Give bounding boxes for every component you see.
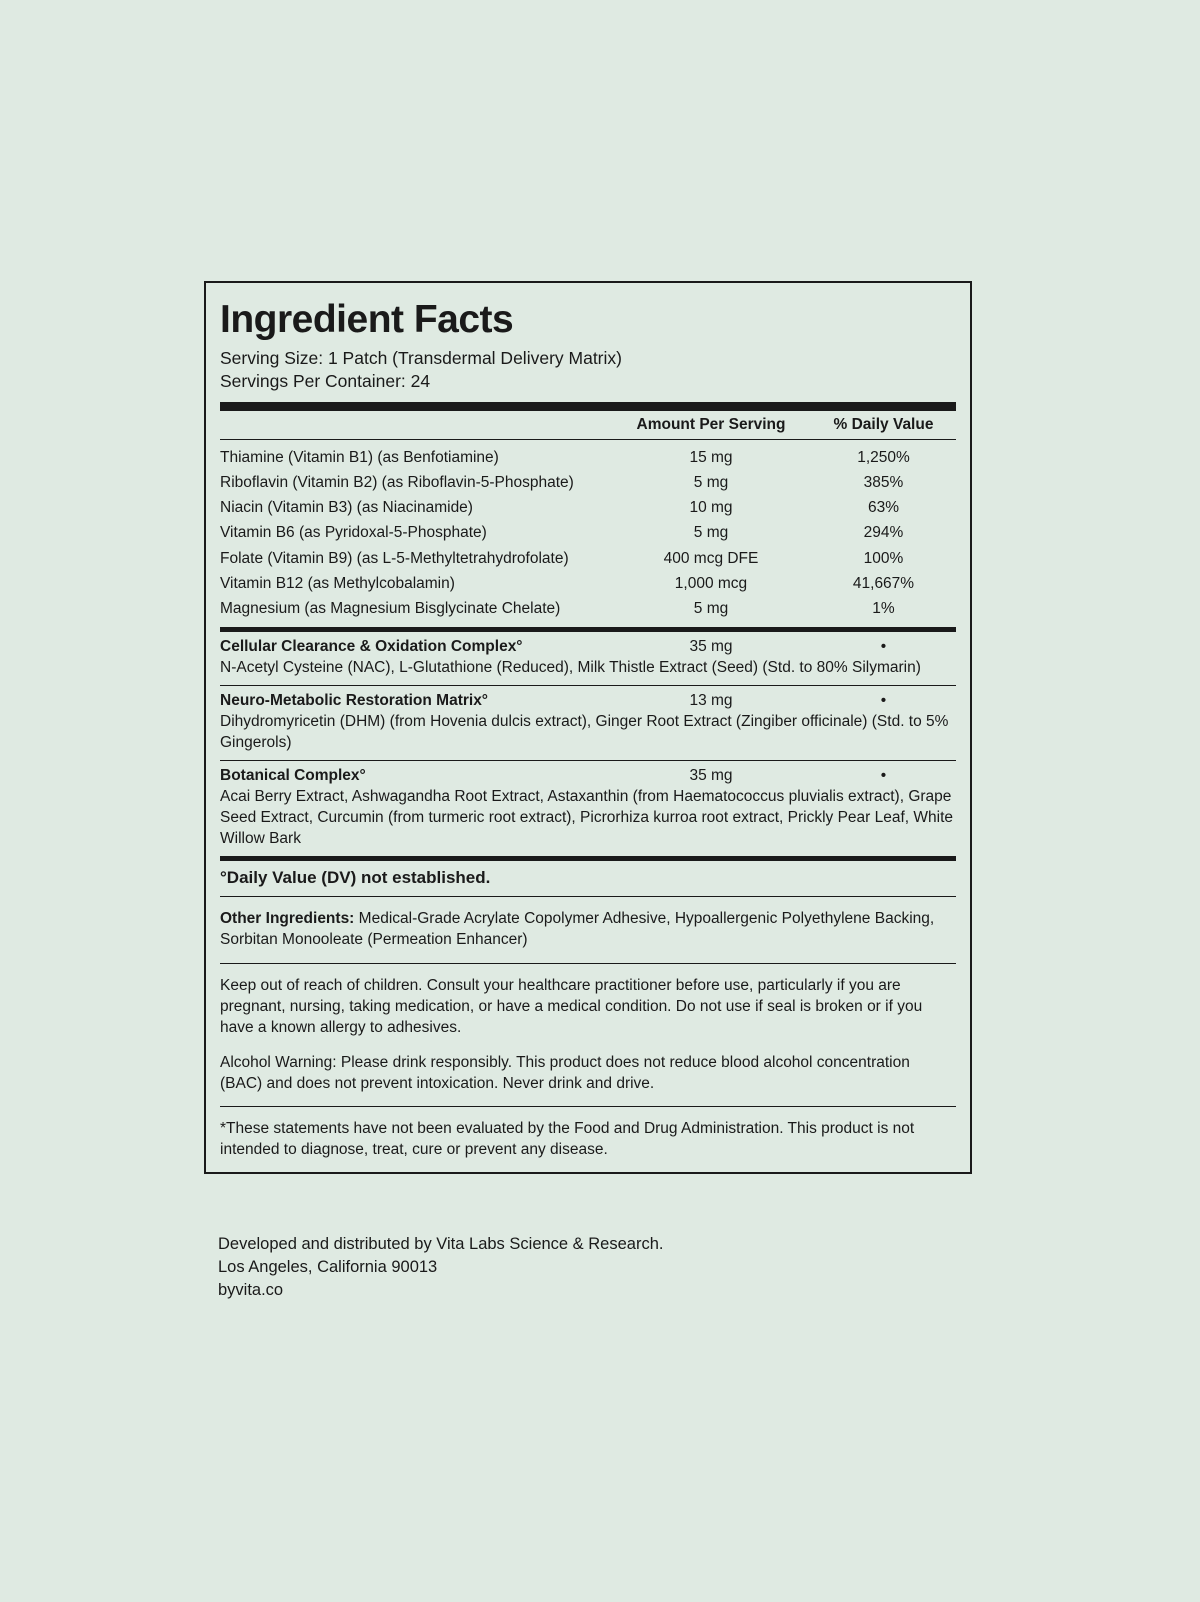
nutrient-dv: 294%	[863, 524, 904, 542]
blend-amount: 13 mg	[689, 691, 733, 709]
nutrient-amount: 1,000 mcg	[674, 574, 748, 592]
nutrient-dv: 100%	[863, 549, 904, 567]
other-ingredients-text: Medical-Grade Acrylate Copolymer Adhesive, Hypoallergenic Polyethylene Backing, Sorbitan Monooleate (Permeation Enhancer)	[220, 910, 935, 949]
table-row	[220, 596, 956, 621]
nutrient-name: Vitamin B12 (as Methylcobalamin)	[220, 574, 455, 592]
nutrient-amount: 400 mcg DFE	[663, 549, 759, 567]
page-title: Ingredient Facts	[220, 298, 514, 341]
nutrient-amount: 5 mg	[693, 474, 729, 492]
nutrient-dv: 63%	[867, 499, 900, 517]
blend-dv: •	[880, 767, 887, 785]
divider-thick-top	[220, 402, 956, 411]
nutrient-name: Vitamin B6 (as Pyridoxal-5-Phosphate)	[220, 524, 487, 542]
blend-ingredients: N-Acetyl Cysteine (NAC), L-Glutathione (Reduced), Milk Thistle Extract (Seed) (Std. to 80% Silymarin)	[220, 658, 921, 676]
nutrient-name: Magnesium (as Magnesium Bisglycinate Chelate)	[220, 599, 561, 617]
blend-header	[220, 767, 956, 785]
nutrient-list	[220, 440, 956, 627]
daily-value-note: °Daily Value (DV) not established.	[220, 868, 491, 888]
footer-company: Developed and distributed by Vita Labs Science & Research.	[218, 1235, 664, 1253]
fda-disclaimer-section	[220, 1107, 956, 1172]
blend-name: Cellular Clearance & Oxidation Complex°	[220, 637, 523, 655]
fda-disclaimer: *These statements have not been evaluated by the Food and Drug Administration. This product is not intended to diagnose, treat, cure or prevent any disease.	[220, 1119, 915, 1158]
warning-alcohol: Alcohol Warning: Please drink responsibly. This product does not reduce blood alcohol concentration (BAC) and does not prevent intoxication. Never drink and drive.	[220, 1053, 910, 1092]
blend-ingredients: Acai Berry Extract, Ashwagandha Root Extract, Astaxanthin (from Haematococcus pluvialis extract), Grape Seed Extract, Curcumin (from turmeric root extract), Picrorhiza kurroa root extract, Prickly Pear Leaf, White Willow Bark	[220, 788, 954, 848]
servings-per-container: Servings Per Container: 24	[220, 371, 431, 392]
table-row	[220, 470, 956, 495]
footer-address: Los Angeles, California 90013	[218, 1258, 438, 1277]
table-row	[220, 495, 956, 520]
column-header-daily-value: % Daily Value	[833, 416, 934, 434]
nutrient-amount: 10 mg	[689, 499, 733, 517]
table-row	[220, 546, 956, 571]
nutrient-name: Riboflavin (Vitamin B2) (as Riboflavin-5-Phosphate)	[220, 474, 574, 492]
warnings-section	[220, 964, 956, 1106]
footer	[218, 1233, 663, 1302]
blend-name: Neuro-Metabolic Restoration Matrix°	[220, 691, 489, 709]
ingredient-facts-panel	[204, 281, 972, 1174]
blend-dv: •	[880, 637, 887, 655]
nutrient-name: Thiamine (Vitamin B1) (as Benfotiamine)	[220, 449, 499, 467]
blend-header	[220, 638, 956, 656]
blend-amount: 35 mg	[689, 767, 733, 785]
table-column-headers	[220, 411, 956, 439]
nutrient-amount: 5 mg	[693, 524, 729, 542]
blend-header	[220, 692, 956, 710]
column-header-amount: Amount Per Serving	[636, 416, 786, 434]
footer-website: byvita.co	[218, 1281, 284, 1300]
nutrient-amount: 5 mg	[693, 599, 729, 617]
nutrient-name: Niacin (Vitamin B3) (as Niacinamide)	[220, 499, 473, 517]
blend-amount: 35 mg	[689, 637, 733, 655]
other-ingredients-label: Other Ingredients:	[220, 910, 355, 928]
table-row	[220, 571, 956, 596]
nutrient-dv: 41,667%	[852, 574, 915, 592]
serving-size: Serving Size: 1 Patch (Transdermal Delivery Matrix)	[220, 347, 622, 368]
blend-neuro-metabolic	[220, 686, 956, 760]
warning-general: Keep out of reach of children. Consult your healthcare practitioner before use, particularly if you are pregnant, nursing, taking medication, or have a medical condition. Do not use if seal is broken or if you have a known allergy to adhesives.	[220, 976, 923, 1036]
blend-botanical	[220, 761, 956, 856]
table-row	[220, 520, 956, 545]
nutrient-name: Folate (Vitamin B9) (as L-5-Methyltetrahydrofolate)	[220, 549, 569, 567]
table-row	[220, 445, 956, 470]
nutrient-dv: 1,250%	[857, 449, 910, 467]
blend-name: Botanical Complex°	[220, 767, 366, 785]
nutrient-amount: 15 mg	[689, 449, 733, 467]
blend-ingredients: Dihydromyricetin (DHM) (from Hovenia dulcis extract), Ginger Root Extract (Zingiber officinale) (Std. to 5% Gingerols)	[220, 712, 949, 752]
other-ingredients-section	[220, 897, 956, 962]
nutrient-dv: 1%	[872, 599, 895, 617]
nutrient-dv: 385%	[863, 474, 904, 492]
blend-dv: •	[880, 691, 887, 709]
blend-cellular-clearance	[220, 632, 956, 685]
